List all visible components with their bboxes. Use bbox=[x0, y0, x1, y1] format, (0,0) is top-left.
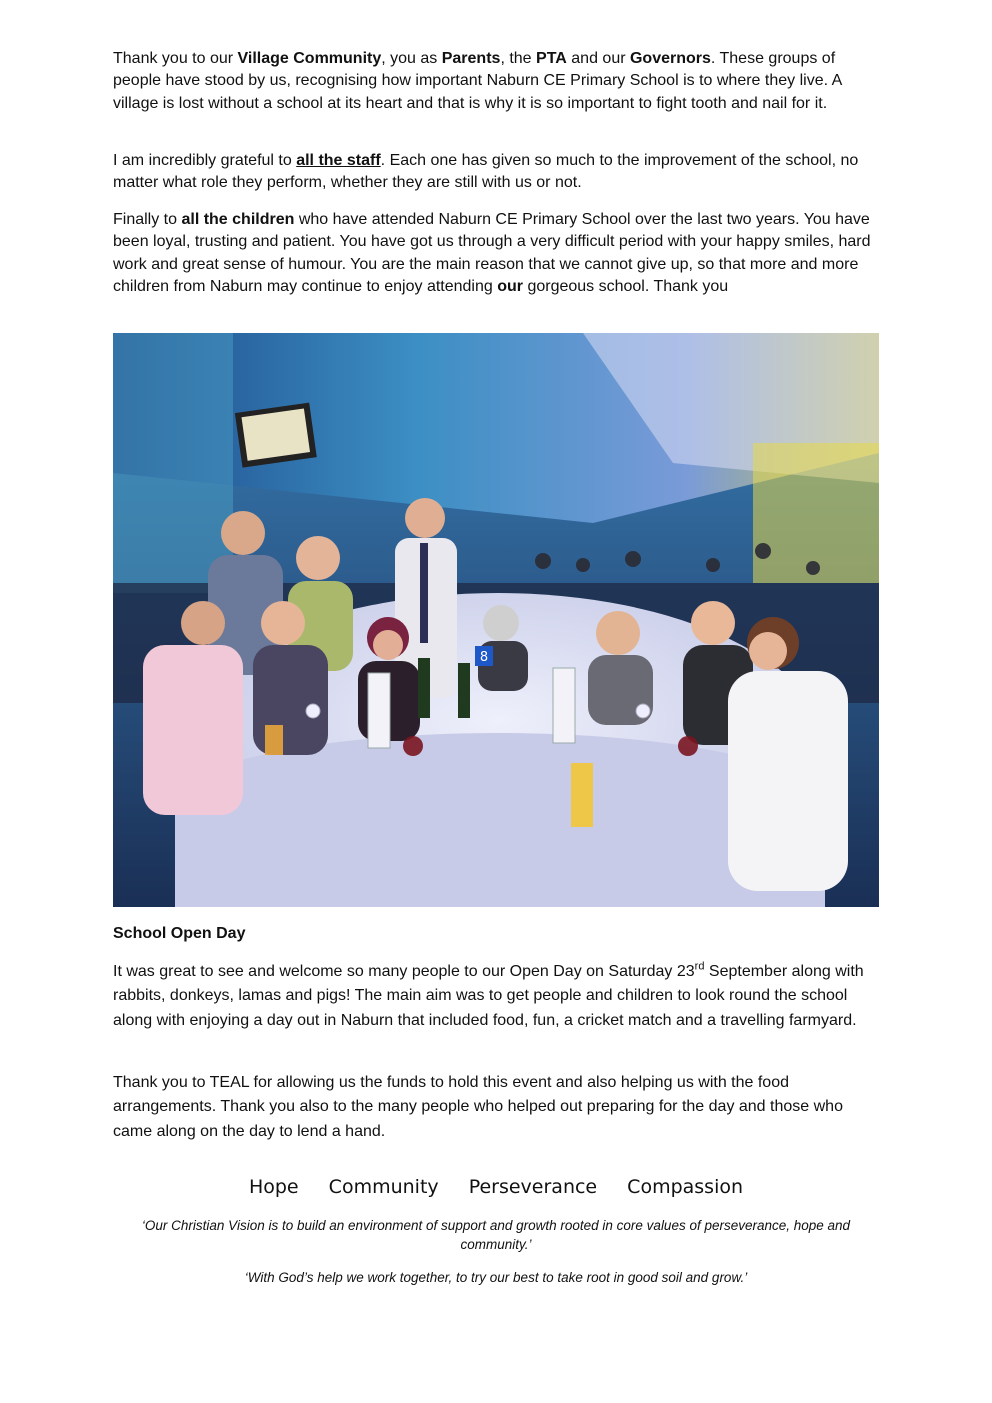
bold-village-community: Village Community bbox=[237, 50, 382, 67]
bold-all-the-children: all the children bbox=[181, 211, 295, 228]
value-community: Community bbox=[328, 1176, 439, 1198]
bold-governors: Governors bbox=[629, 50, 711, 67]
text-run: , the bbox=[500, 50, 537, 67]
ordinal-superscript: rd bbox=[694, 960, 705, 973]
underlined-all-the-staff: all the staff bbox=[296, 152, 381, 169]
bold-our: our bbox=[497, 278, 523, 296]
open-day-paragraph bbox=[113, 960, 883, 1033]
text-run: who have attended Naburn CE Primary School over the last two years. You have been loyal, trusting and patient. You have got us through a very difficult period with your happy smiles, hard work and great sense of humour. You are the main reason that we cannot give up, so that more and more children from Naburn may continue to enjoy attending bbox=[113, 211, 871, 296]
thanks-children-paragraph bbox=[113, 209, 883, 299]
text-run: September along with rabbits, donkeys, lamas and pigs! The main aim was to get people and children to look round the school along with enjoying a day out in Naburn that included food, fun, a cricket match and a travelling farmyard. bbox=[113, 963, 864, 1029]
value-perseverance: Perseverance bbox=[468, 1176, 598, 1198]
thanks-staff-paragraph bbox=[113, 150, 883, 195]
thanks-community-paragraph bbox=[113, 48, 883, 115]
school-open-day-heading: School Open Day bbox=[113, 925, 246, 942]
event-dinner-photo bbox=[113, 333, 879, 907]
text-run: . Each one has given so much to the improvement of the school, no matter what role they perform, whether they are still with us or not. bbox=[113, 152, 859, 192]
text-run: It was great to see and welcome so many people to our Open Day on Saturday 23 bbox=[113, 963, 695, 980]
christian-vision-statement: ‘Our Christian Vision is to build an environment of support and growth rooted in core values of perseverance, hope and community.’ bbox=[141, 1218, 851, 1252]
core-values-row bbox=[0, 1176, 992, 1198]
text-run: Thank you to our bbox=[113, 50, 238, 67]
text-run: . These groups of people have stood by us, recognising how important Naburn CE Primary School is to where they live. A village is lost without a school at its heart and that is why it is so important to fight tooth and nail for it. bbox=[113, 50, 842, 112]
text-run: and our bbox=[566, 50, 630, 67]
bold-parents: Parents bbox=[441, 50, 501, 67]
bold-pta: PTA bbox=[536, 50, 567, 67]
school-motto: ‘With God’s help we work together, to try our best to take root in good soil and grow.’ bbox=[244, 1270, 748, 1285]
value-compassion: Compassion bbox=[627, 1176, 744, 1198]
value-hope: Hope bbox=[248, 1176, 299, 1198]
text-run: I am incredibly grateful to bbox=[113, 152, 297, 169]
dinner-photo-illustration bbox=[113, 333, 879, 907]
text-run: gorgeous school. Thank you bbox=[523, 278, 729, 296]
table-number: 8 bbox=[479, 650, 489, 665]
teal-thanks-paragraph: Thank you to TEAL for allowing us the funds to hold this event and also helping us with the food arrangements. Thank you also to the many people who helped out preparing for the day and those who came along on the day to lend a hand. bbox=[113, 1074, 843, 1140]
text-run: Finally to bbox=[113, 211, 182, 228]
text-run: , you as bbox=[381, 50, 442, 67]
